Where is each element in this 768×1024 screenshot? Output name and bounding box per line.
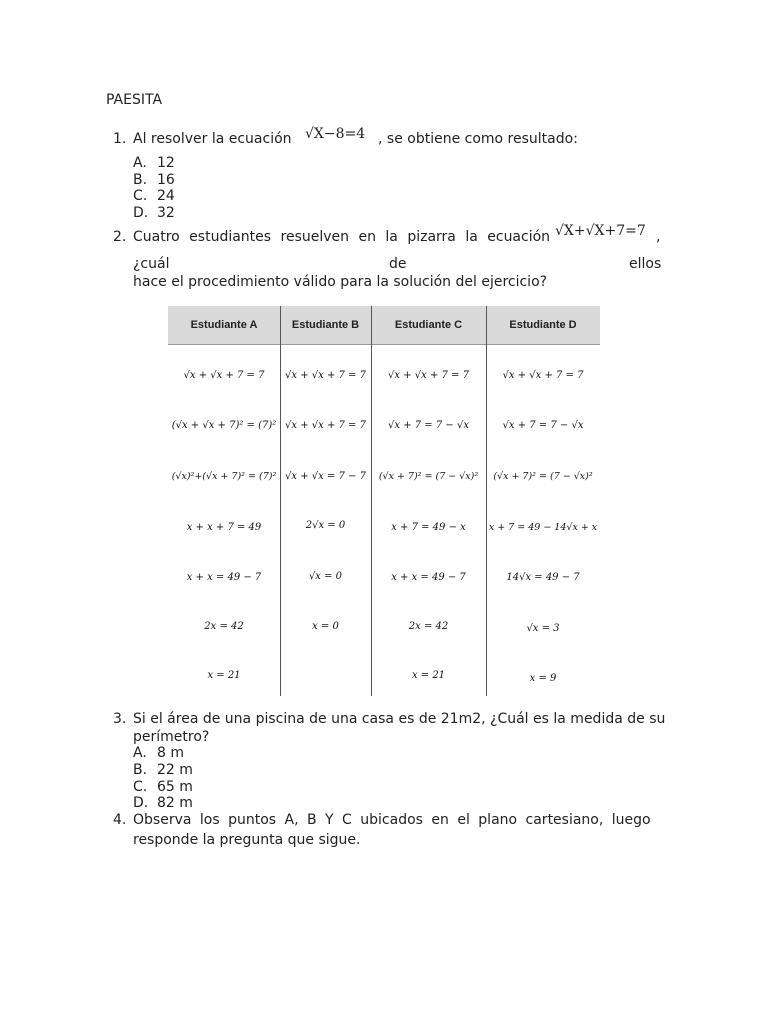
cell-a-6: 2x = 42 (204, 621, 244, 632)
cell-c-3: (√x + 7)² = (7 − √x)² (378, 471, 479, 482)
cell-a-2: (√x + √x + 7)² = (7)² (171, 420, 277, 431)
q1-text-before: Al resolver la ecuación (133, 131, 292, 147)
cell-a-3: (√x)²+(√x + 7)² = (7)² (171, 471, 277, 482)
q2-word-ellos: ellos (629, 256, 662, 272)
q3-option-d-letter: D. (133, 795, 149, 811)
q3-option-d: 82 m (157, 795, 193, 811)
q1-equation: √X−8=4 (305, 126, 366, 142)
cell-b-6: x = 0 (312, 621, 339, 632)
q1-option-d-letter: D. (133, 205, 149, 221)
q3-option-a: 8 m (157, 745, 184, 761)
cell-c-5: x + x = 49 − 7 (391, 572, 466, 583)
q4-number: 4. (113, 812, 127, 828)
q3-option-a-letter: A. (133, 745, 147, 761)
cell-b-1: √x + √x + 7 = 7 (285, 370, 366, 381)
q3-line1: Si el área de una piscina de una casa es de 21m2, ¿Cuál es la medida de su (133, 711, 666, 727)
document-header: PAESITA (106, 92, 163, 108)
q1-option-b: 16 (157, 172, 175, 188)
q3-option-c: 65 m (157, 779, 193, 795)
q4-line2: responde la pregunta que sigue. (133, 832, 361, 848)
q2-word-de: de (389, 256, 407, 272)
header-estudiante-a: Estudiante A (190, 319, 258, 331)
q3-option-c-letter: C. (133, 779, 148, 795)
q2-number: 2. (113, 229, 127, 245)
cell-d-1: √x + √x + 7 = 7 (502, 370, 584, 381)
cell-b-5: √x = 0 (308, 571, 343, 582)
cell-d-5: 14√x = 49 − 7 (506, 572, 580, 583)
q1-option-d: 32 (157, 205, 175, 221)
column-divider (280, 306, 281, 696)
column-divider (486, 306, 487, 696)
q3-line2: perímetro? (133, 729, 210, 745)
cell-d-4: x + 7 = 49 − 14√x + x (488, 522, 598, 533)
cell-c-4: x + 7 = 49 − x (391, 522, 466, 533)
header-estudiante-d: Estudiante D (509, 319, 577, 331)
q2-equation: √X+√X+7=7 (555, 223, 646, 239)
q1-option-b-letter: B. (133, 172, 148, 188)
cell-c-2: √x + 7 = 7 − √x (388, 420, 469, 431)
q4-line1: Observa los puntos A, B Y C ubicados en el plano cartesiano, luego (133, 812, 651, 828)
cell-d-7: x = 9 (529, 673, 557, 684)
q1-option-a: 12 (157, 155, 175, 171)
q3-option-b-letter: B. (133, 762, 148, 778)
cell-b-4: 2√x = 0 (305, 520, 346, 531)
q2-word-cual: ¿cuál (133, 256, 170, 272)
cell-a-1: √x + √x + 7 = 7 (183, 370, 265, 381)
q2-line1: Cuatro estudiantes resuelven en la pizarra la ecuación (133, 229, 551, 245)
q1-option-a-letter: A. (133, 155, 147, 171)
cell-b-2: √x + √x + 7 = 7 (285, 420, 366, 431)
column-divider (371, 306, 372, 696)
cell-a-7: x = 21 (207, 670, 241, 681)
cell-c-1: √x + √x + 7 = 7 (388, 370, 469, 381)
cell-d-3: (√x + 7)² = (7 − √x)² (493, 471, 593, 482)
q1-option-c-letter: C. (133, 188, 148, 204)
header-estudiante-c: Estudiante C (394, 319, 463, 331)
cell-c-6: 2x = 42 (408, 621, 449, 632)
header-estudiante-b: Estudiante B (291, 319, 360, 331)
q3-option-b: 22 m (157, 762, 193, 778)
q3-number: 3. (113, 711, 127, 727)
q1-text-after: , se obtiene como resultado: (378, 131, 578, 147)
cell-d-6: √x = 3 (526, 623, 560, 634)
students-table (168, 306, 600, 696)
cell-a-5: x + x = 49 − 7 (186, 572, 262, 583)
cell-a-4: x + x + 7 = 49 (186, 522, 262, 533)
cell-c-7: x = 21 (411, 670, 446, 681)
q1-option-c: 24 (157, 188, 175, 204)
q2-comma: , (656, 229, 661, 245)
cell-b-3: √x + √x = 7 − 7 (285, 471, 366, 482)
q2-line3: hace el procedimiento válido para la solución del ejercicio? (133, 274, 548, 290)
cell-d-2: √x + 7 = 7 − √x (502, 420, 584, 431)
q1-number: 1. (113, 131, 127, 147)
